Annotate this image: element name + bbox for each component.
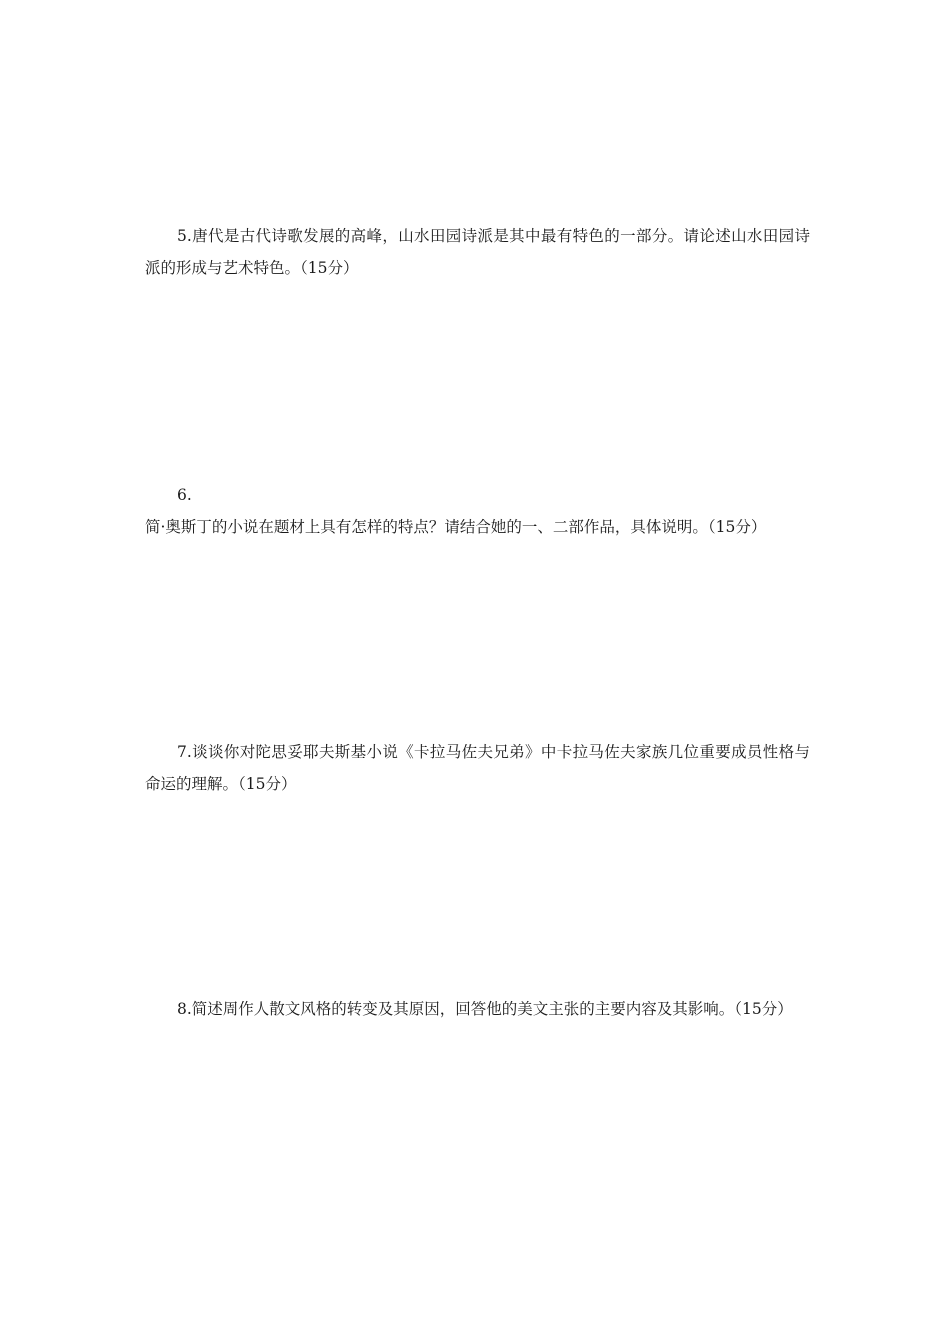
question-6 [145, 479, 810, 543]
question-number: 7. [177, 743, 192, 761]
question-text: 唐代是古代诗歌发展的高峰，山水田园诗派是其中最有特色的一部分。请论述山水田园诗派的形成与艺术特色。（15分） [145, 227, 810, 277]
question-number: 6. [177, 486, 192, 504]
question-8 [145, 993, 810, 1025]
question-number: 5. [177, 227, 192, 245]
question-text: 简·奥斯丁的小说在题材上具有怎样的特点？请结合她的一、二部作品，具体说明。（15分） [145, 518, 767, 536]
question-7 [145, 736, 810, 800]
question-number: 8. [177, 1000, 192, 1018]
question-5 [145, 220, 810, 284]
question-text: 谈谈你对陀思妥耶夫斯基小说《卡拉马佐夫兄弟》中卡拉马佐夫家族几位重要成员性格与命运的理解。（15分） [145, 743, 810, 793]
question-text: 简述周作人散文风格的转变及其原因，回答他的美文主张的主要内容及其影响。（15分） [191, 1000, 793, 1018]
